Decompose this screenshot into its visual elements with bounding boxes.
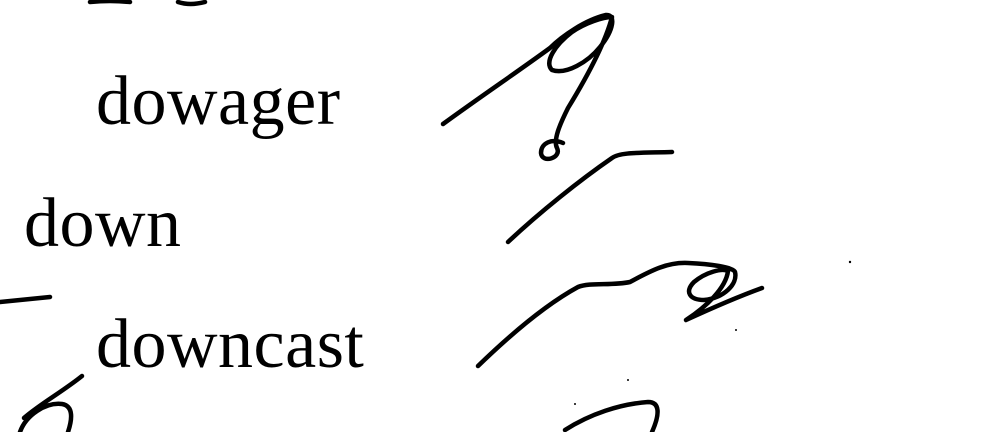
bottom-left-fragment-stroke	[20, 376, 82, 432]
top-fragment-stroke	[90, 1, 205, 4]
entry-word-down: down	[24, 185, 182, 262]
shorthand-outline-dowager	[443, 15, 612, 159]
ink-speck	[574, 403, 576, 405]
shorthand-outline-down	[508, 152, 672, 242]
ink-speck	[627, 379, 629, 381]
bottom-right-fragment-stroke	[565, 402, 658, 432]
margin-dash-stroke	[0, 297, 50, 302]
ink-speck	[735, 329, 737, 331]
entry-word-dowager: dowager	[96, 63, 341, 140]
entry-word-downcast: downcast	[96, 306, 365, 383]
shorthand-outline-downcast	[478, 263, 762, 366]
ink-speck	[849, 261, 851, 263]
